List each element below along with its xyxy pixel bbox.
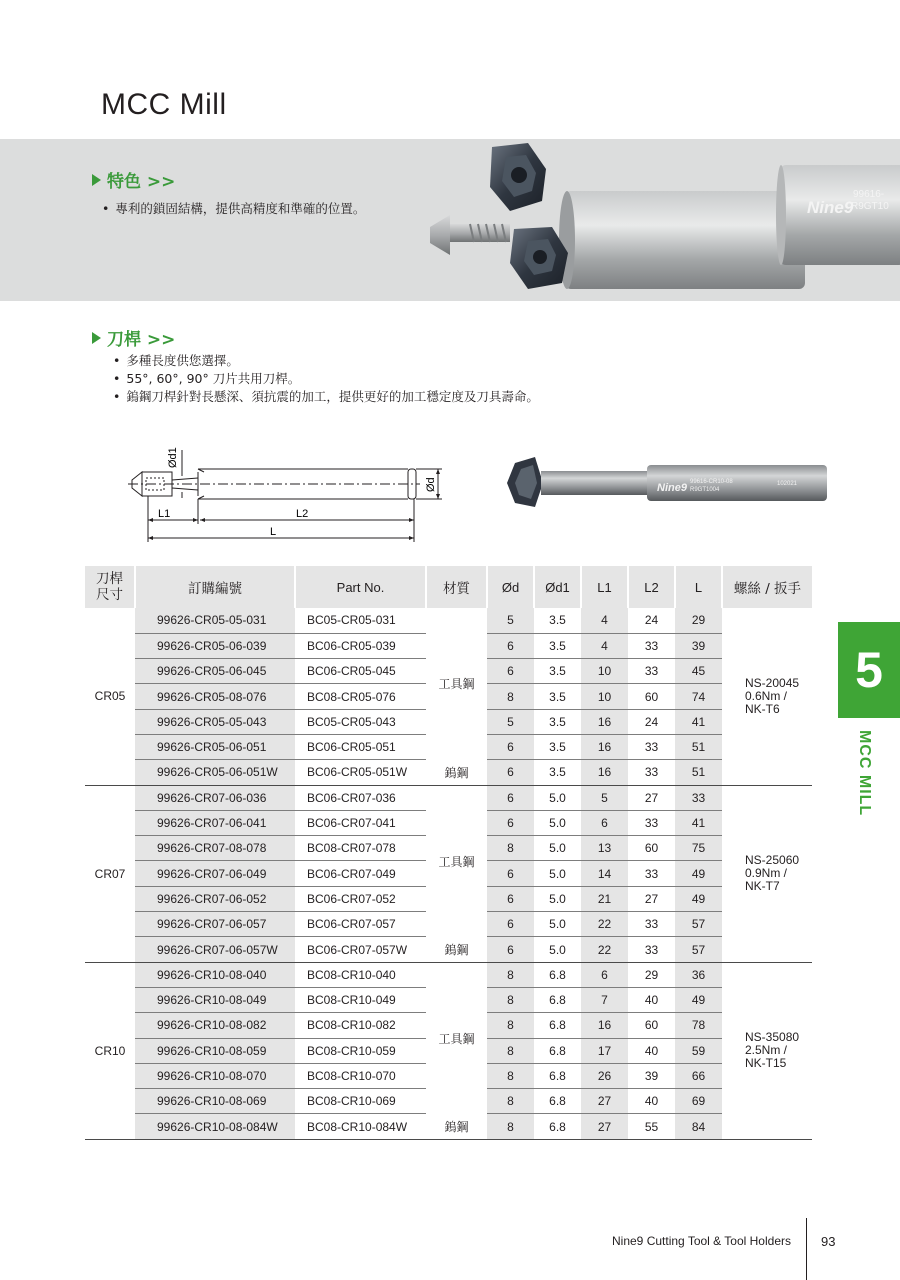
- order-no-cell: 99626-CR10-08-070: [135, 1063, 295, 1088]
- table-row: [85, 785, 812, 810]
- table-row: [85, 760, 812, 785]
- value-cell: 60: [628, 684, 675, 709]
- order-no-cell: 99626-CR07-06-049: [135, 861, 295, 886]
- table-row: [85, 962, 812, 987]
- shank-bullet: • 55°, 60°, 90° 刀片共用刀桿。: [113, 370, 539, 388]
- order-no-cell: 99626-CR07-06-057: [135, 912, 295, 937]
- value-cell: 5.0: [534, 861, 581, 886]
- product-photo: [505, 455, 835, 515]
- col-screw: 螺絲 / 扳手: [722, 566, 812, 608]
- screw-spec-line: 0.9Nm /: [745, 866, 788, 881]
- value-cell: 40: [628, 1038, 675, 1063]
- page-title: MCC Mill: [101, 88, 227, 121]
- part-no-cell: BC08-CR10-082: [295, 1013, 426, 1038]
- order-no-cell: 99626-CR05-08-076: [135, 684, 295, 709]
- value-cell: 8: [487, 1114, 534, 1139]
- value-cell: 6: [581, 962, 628, 987]
- part-no-cell: BC06-CR07-057: [295, 912, 426, 937]
- value-cell: 3.5: [534, 709, 581, 734]
- value-cell: 8: [487, 1038, 534, 1063]
- value-cell: 8: [487, 836, 534, 861]
- screw-spec-line: 2.5Nm /: [745, 1043, 788, 1058]
- value-cell: 10: [581, 659, 628, 684]
- screw-spec-line: NS-25060: [745, 853, 800, 868]
- value-cell: 27: [581, 1114, 628, 1139]
- value-cell: 60: [628, 836, 675, 861]
- screw-spec-line: NK-T15: [745, 1056, 787, 1071]
- col-d: Ød: [487, 566, 534, 608]
- label-L1: L1: [158, 508, 171, 520]
- col-size: 刀桿 尺寸: [85, 566, 135, 608]
- screw-cell: [722, 785, 812, 962]
- col-L2: L2: [628, 566, 675, 608]
- col-material: 材質: [426, 566, 487, 608]
- value-cell: 41: [675, 810, 722, 835]
- value-cell: 60: [628, 1013, 675, 1038]
- value-cell: 6: [487, 760, 534, 785]
- value-cell: 6: [487, 810, 534, 835]
- value-cell: 3.5: [534, 608, 581, 633]
- part-no-cell: BC06-CR05-051: [295, 734, 426, 759]
- screw: [430, 215, 510, 255]
- shank-bullet: • 多種長度供您選擇。: [113, 352, 539, 370]
- material-cell: 工具鋼: [438, 677, 475, 692]
- value-cell: 24: [628, 608, 675, 633]
- value-cell: 6.8: [534, 1063, 581, 1088]
- value-cell: 5.0: [534, 886, 581, 911]
- value-cell: 33: [628, 912, 675, 937]
- screw-spec-line: NS-20045: [745, 675, 800, 690]
- material-cell: 鎢鋼: [426, 937, 487, 962]
- value-cell: 16: [581, 734, 628, 759]
- value-cell: 5: [581, 785, 628, 810]
- photo-code: 99616-CR10-08: [690, 479, 733, 485]
- screw-spec-line: NS-35080: [745, 1030, 800, 1045]
- value-cell: 6: [487, 659, 534, 684]
- value-cell: 8: [487, 1013, 534, 1038]
- part-no-cell: BC06-CR07-041: [295, 810, 426, 835]
- value-cell: 6.8: [534, 1013, 581, 1038]
- order-no-cell: 99626-CR05-06-051: [135, 734, 295, 759]
- order-no-cell: 99626-CR07-06-052: [135, 886, 295, 911]
- value-cell: 14: [581, 861, 628, 886]
- page-number: 93: [821, 1234, 836, 1249]
- value-cell: 3.5: [534, 734, 581, 759]
- value-cell: 6: [581, 810, 628, 835]
- value-cell: 40: [628, 1089, 675, 1114]
- table-row: [85, 608, 812, 633]
- value-cell: 6: [487, 912, 534, 937]
- value-cell: 33: [628, 659, 675, 684]
- value-cell: 6: [487, 861, 534, 886]
- order-no-cell: 99626-CR07-06-036: [135, 785, 295, 810]
- order-no-cell: 99626-CR10-08-069: [135, 1089, 295, 1114]
- value-cell: 16: [581, 760, 628, 785]
- part-no-cell: BC06-CR05-045: [295, 659, 426, 684]
- part-no-cell: BC08-CR07-078: [295, 836, 426, 861]
- chapter-number: 5: [838, 622, 900, 718]
- col-L1: L1: [581, 566, 628, 608]
- part-no-cell: BC05-CR05-043: [295, 709, 426, 734]
- value-cell: 69: [675, 1089, 722, 1114]
- size-cell: CR10: [85, 962, 135, 1139]
- value-cell: 84: [675, 1114, 722, 1139]
- value-cell: 33: [628, 760, 675, 785]
- part-no-cell: BC06-CR07-052: [295, 886, 426, 911]
- value-cell: 3.5: [534, 684, 581, 709]
- part-no-cell: BC06-CR07-049: [295, 861, 426, 886]
- part-no-cell: BC08-CR10-059: [295, 1038, 426, 1063]
- value-cell: 74: [675, 684, 722, 709]
- triangle-bullet-icon: [92, 332, 101, 344]
- part-no-cell: BC08-CR10-070: [295, 1063, 426, 1088]
- value-cell: 29: [675, 608, 722, 633]
- value-cell: 6: [487, 633, 534, 658]
- value-cell: 36: [675, 962, 722, 987]
- order-no-cell: 99626-CR05-05-031: [135, 608, 295, 633]
- screw-cell: [722, 608, 812, 785]
- features-list: [102, 200, 365, 218]
- hero-brand: Nine9: [807, 198, 854, 217]
- part-no-cell: BC08-CR05-076: [295, 684, 426, 709]
- spec-table: [85, 566, 812, 1140]
- value-cell: 8: [487, 684, 534, 709]
- order-no-cell: 99626-CR10-08-084W: [135, 1114, 295, 1139]
- value-cell: 5.0: [534, 785, 581, 810]
- value-cell: 39: [675, 633, 722, 658]
- value-cell: 51: [675, 734, 722, 759]
- shank-heading: 刀桿 >>: [92, 325, 175, 350]
- part-no-cell: BC06-CR05-039: [295, 633, 426, 658]
- value-cell: 22: [581, 937, 628, 962]
- value-cell: 16: [581, 1013, 628, 1038]
- value-cell: 17: [581, 1038, 628, 1063]
- table-row: [85, 1114, 812, 1139]
- value-cell: 6.8: [534, 962, 581, 987]
- table-header-row: [85, 566, 812, 608]
- value-cell: 55: [628, 1114, 675, 1139]
- screw-spec-line: 0.6Nm /: [745, 688, 788, 703]
- value-cell: 13: [581, 836, 628, 861]
- shank-dimension-diagram: [120, 440, 460, 550]
- value-cell: 7: [581, 987, 628, 1012]
- label-d: Ød: [425, 477, 437, 492]
- feature-band: [0, 139, 900, 301]
- product-hero-image: [415, 139, 900, 301]
- order-no-cell: 99626-CR10-08-082: [135, 1013, 295, 1038]
- value-cell: 6: [487, 785, 534, 810]
- value-cell: 22: [581, 912, 628, 937]
- value-cell: 8: [487, 1089, 534, 1114]
- value-cell: 57: [675, 937, 722, 962]
- value-cell: 33: [628, 810, 675, 835]
- features-heading: 特色 >>: [92, 167, 175, 192]
- size-cell: CR05: [85, 608, 135, 785]
- value-cell: 5: [487, 608, 534, 633]
- material-cell: 鎢鋼: [426, 760, 487, 785]
- value-cell: 5: [487, 709, 534, 734]
- size-cell: CR07: [85, 785, 135, 962]
- screw-spec-line: NK-T7: [745, 879, 780, 894]
- value-cell: 8: [487, 1063, 534, 1088]
- order-no-cell: 99626-CR10-08-040: [135, 962, 295, 987]
- part-no-cell: BC08-CR10-069: [295, 1089, 426, 1114]
- value-cell: 5.0: [534, 937, 581, 962]
- value-cell: 57: [675, 912, 722, 937]
- value-cell: 16: [581, 709, 628, 734]
- col-L: L: [675, 566, 722, 608]
- material-cell: 工具鋼: [438, 854, 475, 869]
- value-cell: 33: [675, 785, 722, 810]
- value-cell: 8: [487, 987, 534, 1012]
- order-no-cell: 99626-CR05-06-039: [135, 633, 295, 658]
- value-cell: 10: [581, 684, 628, 709]
- order-no-cell: 99626-CR07-06-041: [135, 810, 295, 835]
- order-no-cell: 99626-CR05-06-051W: [135, 760, 295, 785]
- value-cell: 51: [675, 760, 722, 785]
- value-cell: 33: [628, 633, 675, 658]
- insert-top: [490, 143, 546, 211]
- col-part-no: Part No.: [295, 566, 426, 608]
- shank-list: [113, 352, 539, 406]
- value-cell: 5.0: [534, 912, 581, 937]
- footer-company: Nine9 Cutting Tool & Tool Holders: [612, 1234, 791, 1248]
- value-cell: 6.8: [534, 987, 581, 1012]
- footer-divider: [806, 1218, 807, 1280]
- value-cell: 6: [487, 886, 534, 911]
- part-no-cell: BC06-CR07-057W: [295, 937, 426, 962]
- value-cell: 5.0: [534, 836, 581, 861]
- part-no-cell: BC06-CR05-051W: [295, 760, 426, 785]
- material-cell: 鎢鋼: [426, 1114, 487, 1139]
- photo-code-2: R9GT1004: [690, 487, 720, 493]
- value-cell: 24: [628, 709, 675, 734]
- value-cell: 49: [675, 987, 722, 1012]
- value-cell: 27: [581, 1089, 628, 1114]
- value-cell: 41: [675, 709, 722, 734]
- order-no-cell: 99626-CR05-06-045: [135, 659, 295, 684]
- value-cell: 5.0: [534, 810, 581, 835]
- shank-bullet: • 鎢鋼刀桿針對長懸深、須抗震的加工，提供更好的加工穩定度及刀具壽命。: [113, 388, 539, 406]
- screw-cell: [722, 962, 812, 1139]
- value-cell: 66: [675, 1063, 722, 1088]
- label-L: L: [270, 526, 277, 538]
- value-cell: 27: [628, 785, 675, 810]
- photo-brand: Nine9: [657, 482, 687, 494]
- col-order-no: 訂購編號: [135, 566, 295, 608]
- value-cell: 45: [675, 659, 722, 684]
- value-cell: 3.5: [534, 760, 581, 785]
- label-L2: L2: [296, 508, 309, 520]
- chapter-label: MCC MILL: [856, 730, 873, 817]
- value-cell: 27: [628, 886, 675, 911]
- value-cell: 8: [487, 962, 534, 987]
- value-cell: 39: [628, 1063, 675, 1088]
- value-cell: 33: [628, 861, 675, 886]
- order-no-cell: 99626-CR05-05-043: [135, 709, 295, 734]
- value-cell: 4: [581, 633, 628, 658]
- triangle-bullet-icon: [92, 174, 101, 186]
- part-no-cell: BC06-CR07-036: [295, 785, 426, 810]
- order-no-cell: 99626-CR07-06-057W: [135, 937, 295, 962]
- value-cell: 6.8: [534, 1038, 581, 1063]
- value-cell: 59: [675, 1038, 722, 1063]
- feature-bullet: • 專利的鎖固結構，提供高精度和準確的位置。: [102, 200, 365, 218]
- screw-spec-line: NK-T6: [745, 701, 780, 716]
- value-cell: 49: [675, 861, 722, 886]
- value-cell: 33: [628, 734, 675, 759]
- part-no-cell: BC08-CR10-084W: [295, 1114, 426, 1139]
- value-cell: 29: [628, 962, 675, 987]
- value-cell: 6.8: [534, 1114, 581, 1139]
- value-cell: 4: [581, 608, 628, 633]
- hero-code-2: R9GT10: [851, 201, 889, 212]
- value-cell: 3.5: [534, 633, 581, 658]
- value-cell: 6: [487, 734, 534, 759]
- value-cell: 6.8: [534, 1089, 581, 1114]
- order-no-cell: 99626-CR07-08-078: [135, 836, 295, 861]
- photo-code-3: 102021: [777, 481, 798, 487]
- value-cell: 26: [581, 1063, 628, 1088]
- hero-code: 99616-: [853, 189, 885, 200]
- order-no-cell: 99626-CR10-08-049: [135, 987, 295, 1012]
- label-d1: Ød1: [167, 447, 179, 468]
- value-cell: 49: [675, 886, 722, 911]
- part-no-cell: BC08-CR10-040: [295, 962, 426, 987]
- table-row: [85, 937, 812, 962]
- value-cell: 21: [581, 886, 628, 911]
- material-cell: 工具鋼: [438, 1031, 475, 1046]
- value-cell: 33: [628, 937, 675, 962]
- value-cell: 6: [487, 937, 534, 962]
- value-cell: 78: [675, 1013, 722, 1038]
- value-cell: 3.5: [534, 659, 581, 684]
- col-d1: Ød1: [534, 566, 581, 608]
- order-no-cell: 99626-CR10-08-059: [135, 1038, 295, 1063]
- value-cell: 40: [628, 987, 675, 1012]
- part-no-cell: BC08-CR10-049: [295, 987, 426, 1012]
- part-no-cell: BC05-CR05-031: [295, 608, 426, 633]
- value-cell: 75: [675, 836, 722, 861]
